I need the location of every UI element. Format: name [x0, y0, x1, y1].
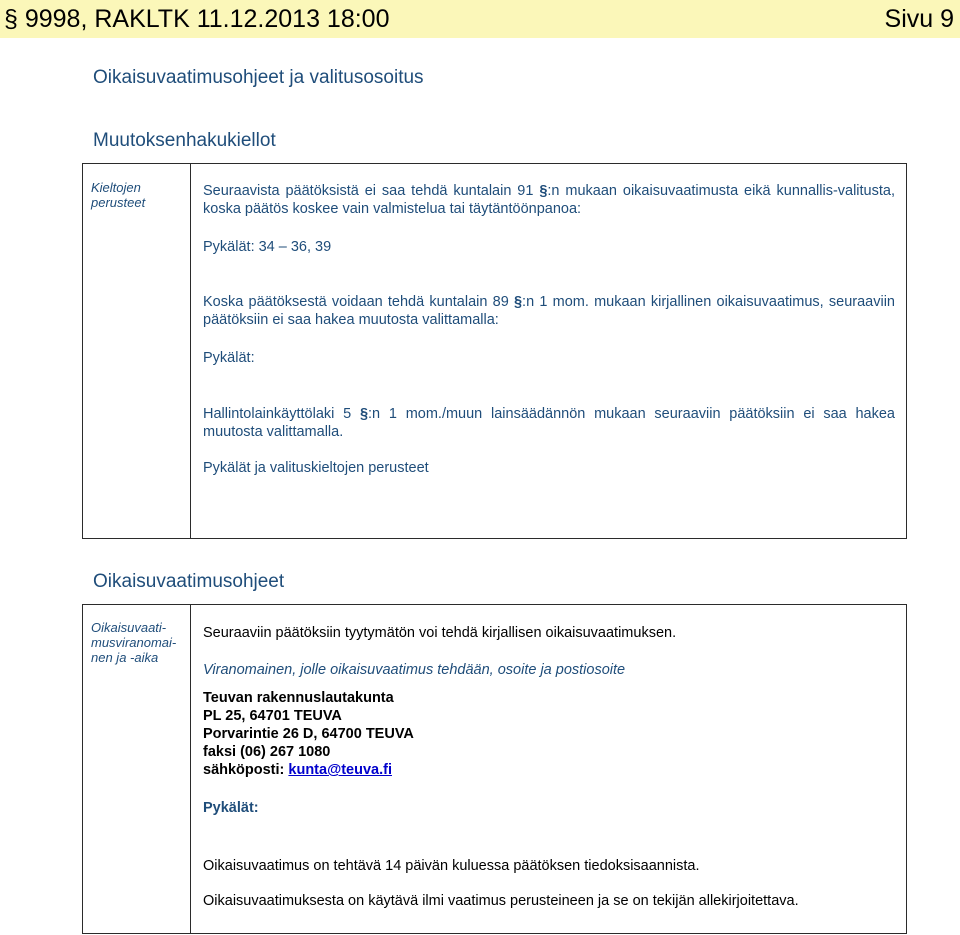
pykalat-line-1: Pykälät: 34 – 36, 39 [203, 239, 332, 255]
column-divider [190, 164, 191, 538]
rectification-box [82, 604, 907, 934]
bans-paragraph-2: Koska päätöksestä voidaan tehdä kuntalain 89 §:n 1 mom. mukaan kirjallinen oikaisuvaatimus, seuraaviin päätöksiin ei saa hakea muutosta valittamalla: [203, 294, 895, 328]
appeal-bans-box [82, 163, 907, 539]
rectification-paragraph-1: Seuraaviin päätöksiin tyytymätön voi tehdä kirjallisen oikaisuvaatimuksen. [203, 625, 677, 641]
page-title: Oikaisuvaatimusohjeet ja valitusosoitus [93, 67, 424, 88]
bans-paragraph-3: Hallintolainkäyttölaki 5 §:n 1 mom./muun lainsäädännön mukaan seuraaviin päätöksiin ei saa hakea muutosta valittamalla. [203, 406, 895, 440]
authority-heading: Viranomainen, jolle oikaisuvaatimus tehdään, osoite ja postiosoite [203, 662, 626, 678]
section-heading-appeal-bans: Muutoksenhakukiellot [93, 130, 276, 151]
pykalat-grounds-line: Pykälät ja valituskieltojen perusteet [203, 460, 429, 476]
rectification-deadline: Oikaisuvaatimus on tehtävä 14 päivän kuluessa päätöksen tiedoksisaannista. [203, 858, 700, 874]
column-divider [190, 605, 191, 933]
side-label-grounds: Kieltojen perusteet [91, 180, 146, 210]
page-number: Sivu 9 [884, 5, 954, 33]
section-sign-icon: § [359, 406, 369, 422]
pykalat-label: Pykälät: [203, 800, 259, 816]
document-header-bar [0, 0, 960, 38]
pykalat-line-2: Pykälät: [203, 350, 255, 366]
section-sign-icon: § [513, 294, 523, 310]
rectification-requirements: Oikaisuvaatimuksesta on käytävä ilmi vaatimus perusteineen ja se on tekijän allekirjoitettava. [203, 893, 799, 909]
bans-paragraph-1: Seuraavista päätöksistä ei saa tehdä kuntalain 91 §:n mukaan oikaisuvaatimusta eikä kunnallis-valitusta, koska päätös koskee vain valmistelua tai täytäntöönpanoa: [203, 183, 895, 217]
email-link[interactable]: kunta@teuva.fi [288, 762, 392, 778]
section-heading-rectification: Oikaisuvaatimusohjeet [93, 571, 285, 592]
side-label-authority: Oikaisuvaati- musviranomai- nen ja -aika [91, 620, 177, 665]
authority-address: Teuvan rakennuslautakunta PL 25, 64701 TEUVA Porvarintie 26 D, 64700 TEUVA faksi (06) 267 1080 sähköposti: kunta@teuva.fi [203, 690, 414, 778]
header-reference: § 9998, RAKLTK 11.12.2013 18:00 [4, 5, 390, 33]
section-sign-icon: § [539, 183, 548, 199]
